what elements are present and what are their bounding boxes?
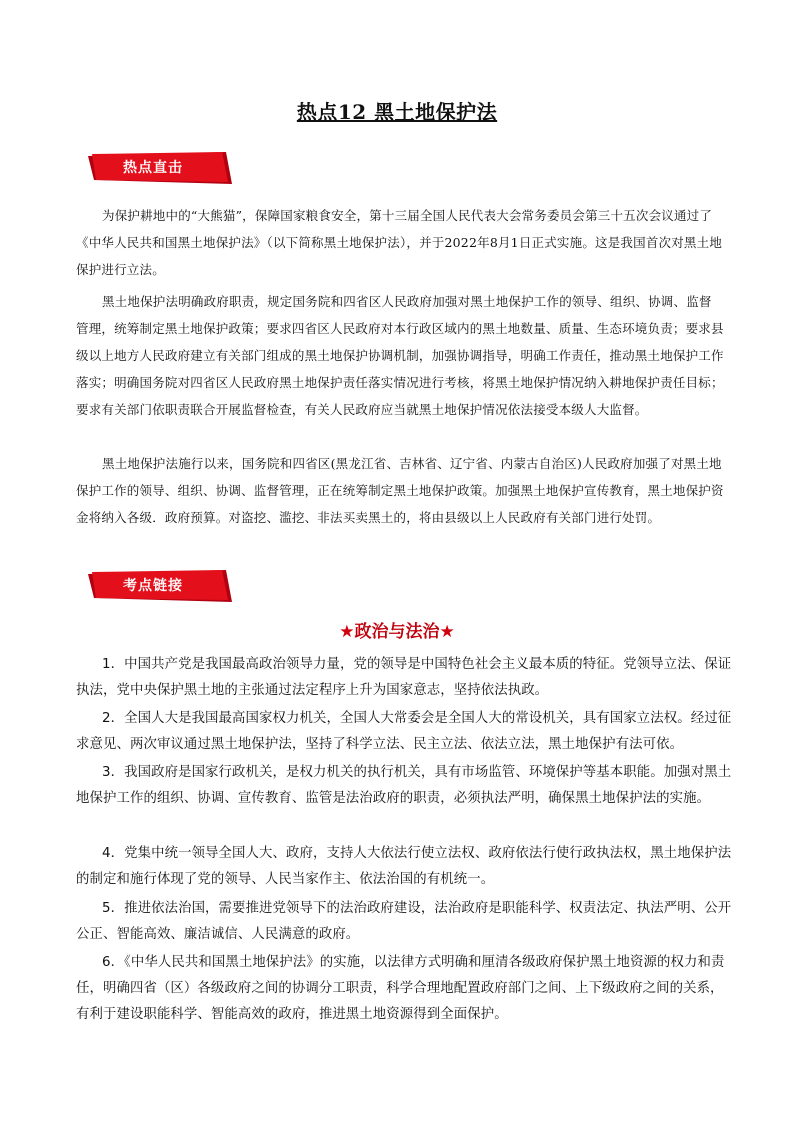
point-6: 6．《中华人民共和国黑土地保护法》的实施，以法律方式明确和厘清各级政府保护黑土地资源的权力和责任，明确四省（区）各级政府之间的协调分工职责，科学合理地配置政府部门之间、上下级政府之间的关系，有利于建设职能科学、智能高效的政府，推进黑土地资源得到全面保护。 <box>76 955 725 1022</box>
point-4: 4．党集中统一领导全国人大、政府，支持人大依法行使立法权、政府依法行使行政执法权，黑土地保护法的制定和施行体现了党的领导、人民当家作主、依法治国的有机统一。 <box>76 846 732 887</box>
section-heading <box>0 617 794 642</box>
intro-paragraph-3: 黑土地保护法施行以来，国务院和四省区(黑龙江省、吉林省、辽宁省、内蒙古自治区)人民政府加强了对黑土地保护工作的领导、组织、协调、监督管理，正在统筹制定黑土地保护政策。加强黑土地保护宣传教育，黑土地保护资金将纳入各级．政府预算。对盗挖、滥挖、非法买卖黑土的，将由县级以上人民政府有关部门进行处罚。 <box>76 456 724 525</box>
hot-topic-label: 热点直击 <box>123 160 183 176</box>
exam-link-label: 考点链接 <box>123 578 183 594</box>
star-icon: ★ <box>339 622 355 642</box>
hot-topic-banner <box>88 152 232 184</box>
point-1: 1．中国共产党是我国最高政治领导力量，党的领导是中国特色社会主义最本质的特征。党领导立法、保证执法，党中央保护黑土地的主张通过法定程序上升为国家意志，坚持依法执政。 <box>76 657 732 698</box>
point-2: 2．全国人大是我国最高国家权力机关，全国人大常委会是全国人大的常设机关，具有国家立法权。经过征求意见、两次审议通过黑土地保护法，坚持了科学立法、民主立法、依法立法，黑土地保护有法可依。 <box>76 711 732 752</box>
star-icon: ★ <box>439 622 455 642</box>
intro-paragraph-1: 为保护耕地中的“大熊猫”，保障国家粮食安全，第十三届全国人民代表大会常务委员会第三十五次会议通过了《中华人民共和国黑土地保护法》（以下简称黑土地保护法），并于2022年8月1日正式实施。这是我国首次对黑土地保护进行立法。 <box>76 208 723 277</box>
intro-paragraph-2: 黑土地保护法明确政府职责，规定国务院和四省区人民政府加强对黑土地保护工作的领导、组织、协调、监督管理，统筹制定黑土地保护政策；要求四省区人民政府对本行政区域内的黑土地数量、质量、生态环境负责；要求县级以上地方人民政府建立有关部门组成的黑土地保护协调机制，加强协调指导，明确工作责任，推动黑土地保护工作落实；明确国务院对四省区人民政府黑土地保护责任落实情况进行考核，将黑土地保护情况纳入耕地保护责任目标；要求有关部门依职责联合开展监督检查，有关人民政府应当就黑土地保护情况依法接受本级人大监督。 <box>76 294 724 417</box>
section-title-text: 政治与法治 <box>354 622 440 642</box>
exam-link-banner <box>88 570 232 602</box>
point-5: 5．推进依法治国，需要推进党领导下的法治政府建设，法治政府是职能科学、权责法定、执法严明、公开公正、智能高效、廉洁诚信、人民满意的政府。 <box>76 901 732 942</box>
point-3: 3．我国政府是国家行政机关，是权力机关的执行机关，具有市场监管、环境保护等基本职能。加强对黑土地保护工作的组织、协调、宣传教育、监管是法治政府的职责，必须执法严明，确保黑土地保护法的实施。 <box>76 765 732 806</box>
page-title: 热点12 黑土地保护法 <box>296 100 498 124</box>
